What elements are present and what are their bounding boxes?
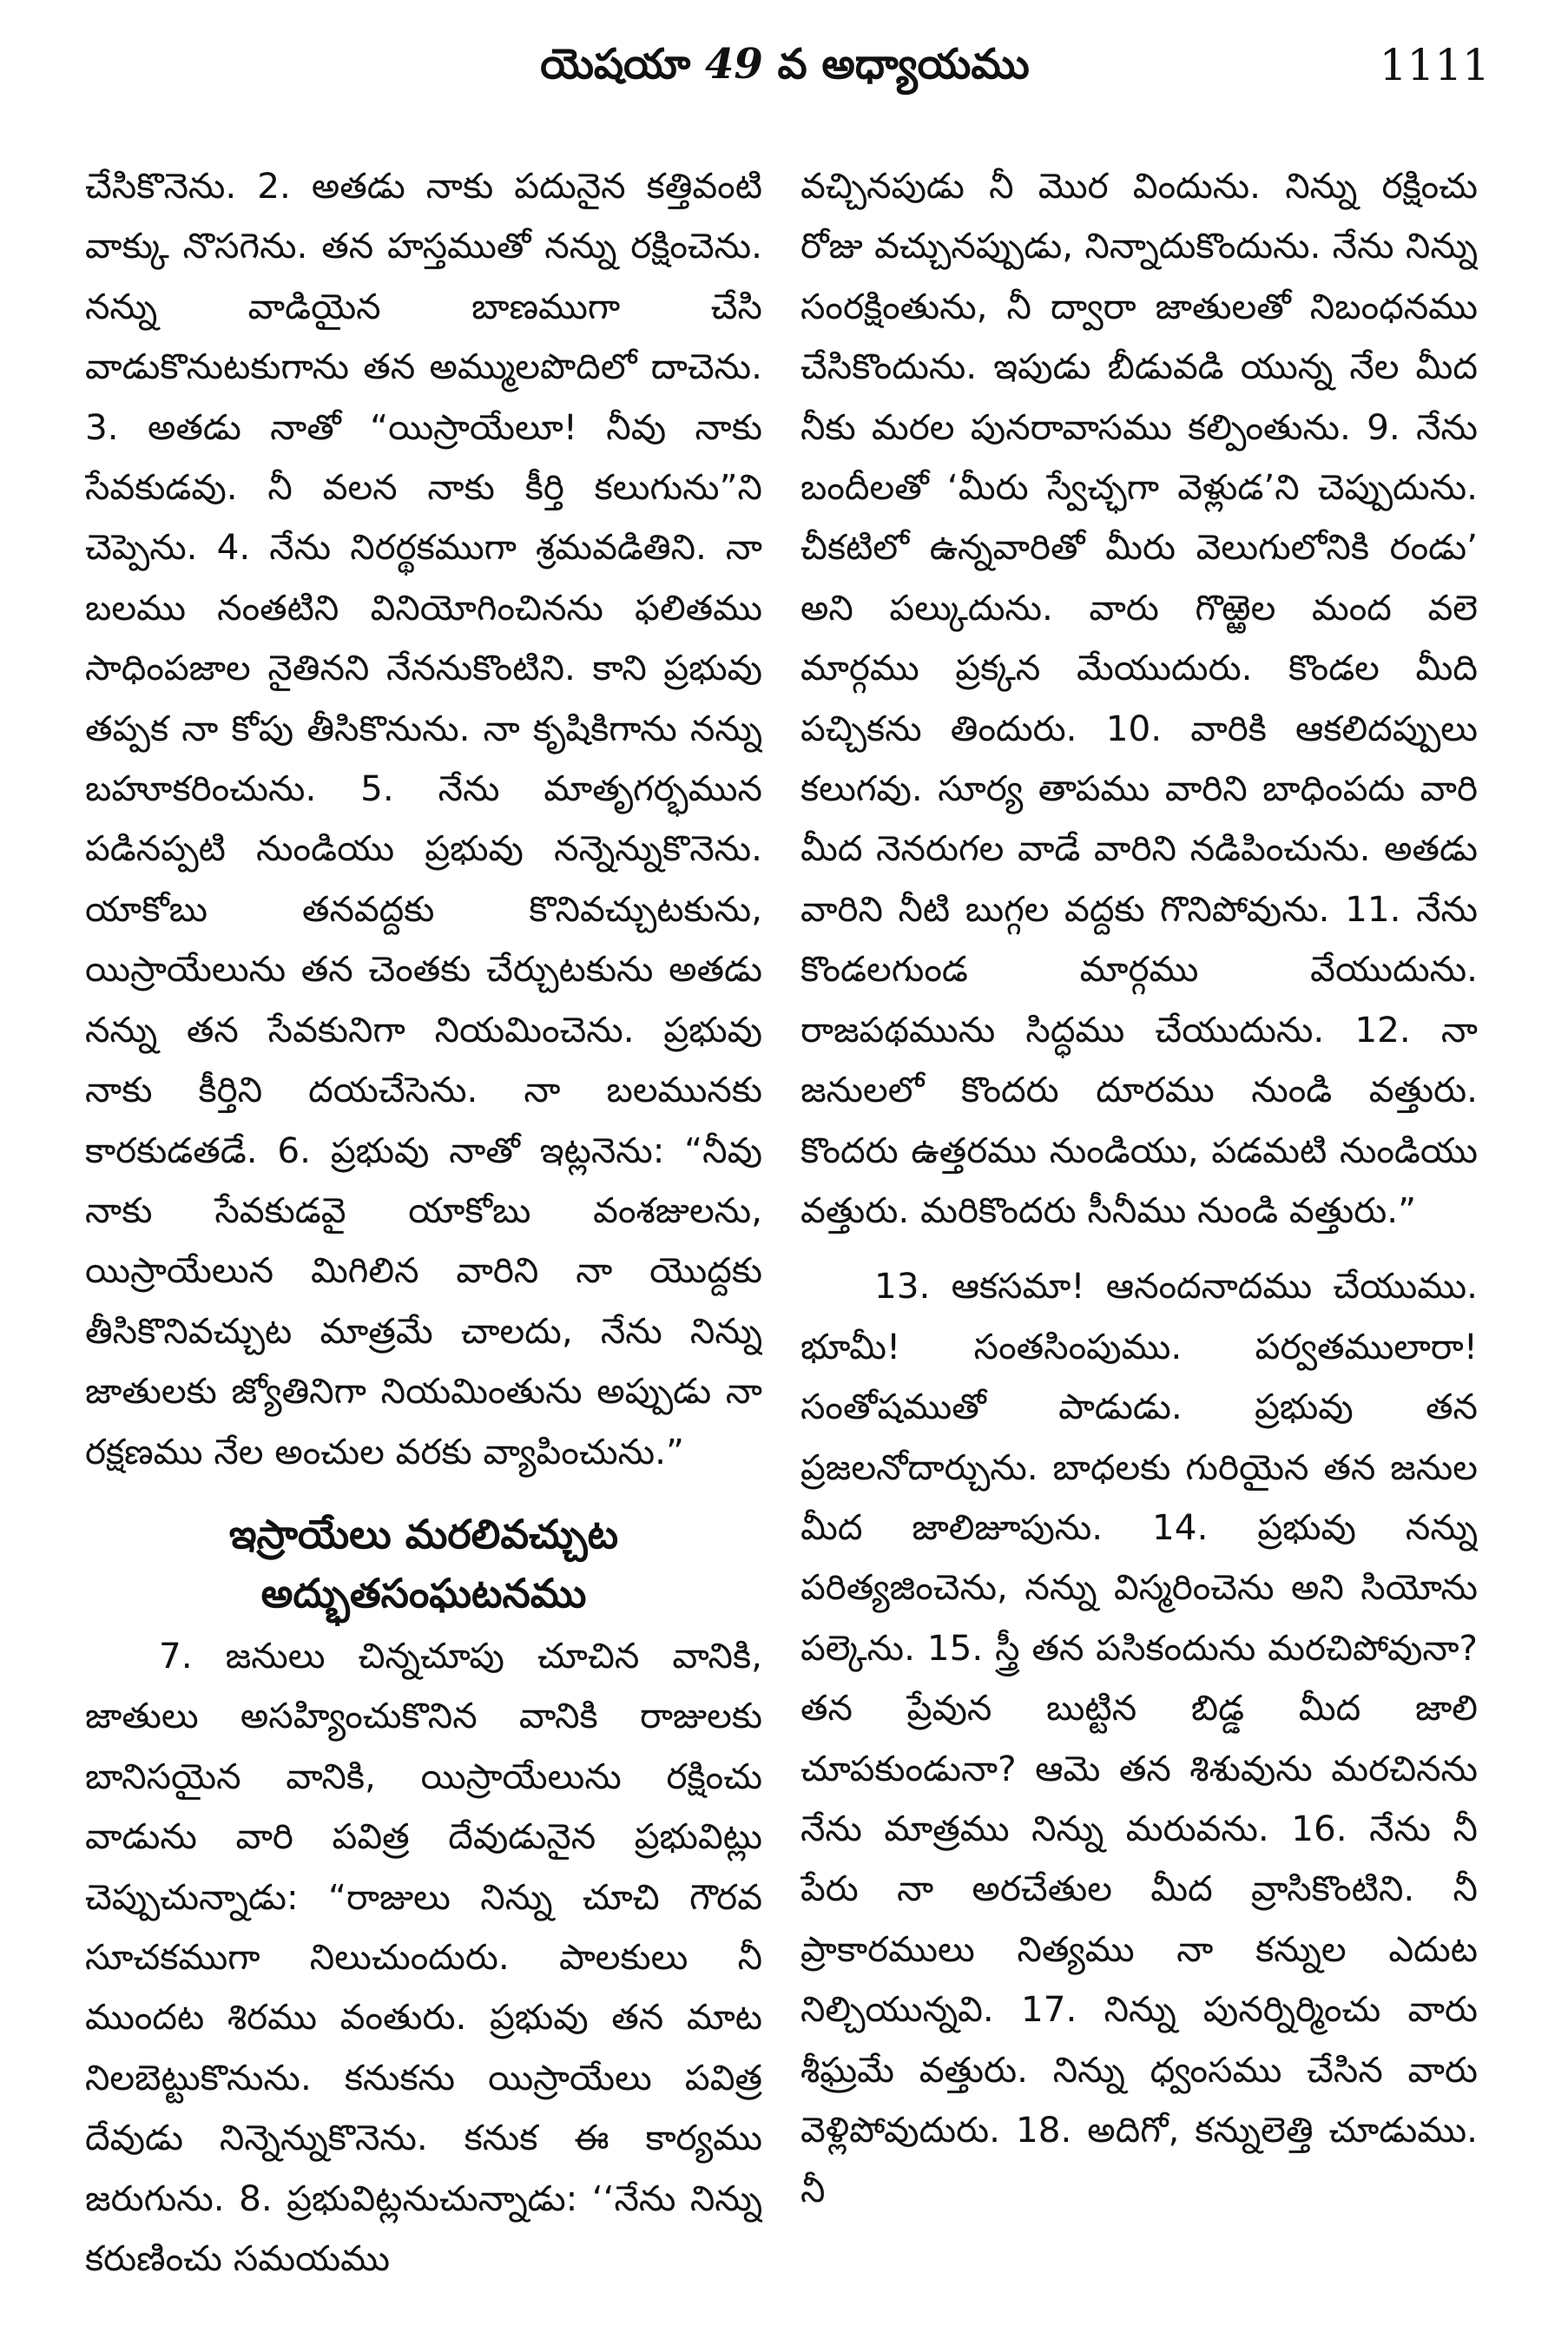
- left-paragraph-verses-7-8: 7. జనులు చిన్నచూపు చూచిన వానికి, జాతులు అసహ్యించుకొనిన వానికి రాజులకు బానిసయైన వానికి, యిస్రాయేలును రక్షించు వాడును వారి పవిత్ర దేవుడునైన ప్రభువిట్లు చెప్పుచున్నాడు: “రాజులు నిన్ను చూచి గౌరవ సూచకముగా నిలుచుందురు. పాలకులు నీ ముందట శిరము వంతురు. ప్రభువు తన మాట నిలబెట్టుకొనును. కనుకను యిస్రాయేలు పవిత్ర దేవుడు నిన్నెన్నుకొనెను. కనుక ఈ కార్యము జరుగును. 8. ప్రభువిట్లనుచున్నాడు: ‘‘నేను నిన్ను కరుణించు సమయము: [85, 1634, 762, 2279]
- chapter-suffix: వ అధ్యాయము: [777, 40, 1030, 89]
- running-title: [540, 40, 1030, 99]
- right-column: [800, 156, 1478, 2309]
- left-column: [85, 156, 762, 2309]
- page-header: [80, 35, 1490, 104]
- right-paragraph-verses-8-12: వచ్చినపుడు నీ మొర విందును. నిన్ను రక్షించు రోజు వచ్చునప్పుడు, నిన్నాదుకొందును. నేను నిన్ను సంరక్షింతును, నీ ద్వారా జాతులతో నిబంధనము చేసికొందును. ఇపుడు బీడువడి యున్న నేల మీద నీకు మరల పునరావాసము కల్పింతును. 9. నేను బందీలతో ‘మీరు స్వేచ్ఛగా వెళ్లుడ’ని చెప్పుదును. చీకటిలో ఉన్నవారితో మీరు వెలుగులోనికి రండు’ అని పల్కుదును. వారు గొఱ్ఱెల మంద వలె మార్గము ప్రక్కన మేయుదురు. కొండల మీది పచ్చికను తిందురు. 10. వారికి ఆకలిదప్పులు కలుగవు. సూర్య తాపము వారిని బాధింపదు వారి మీద నెనరుగల వాడే వారిని నడిపించును. అతడు వారిని నీటి బుగ్గల వద్దకు గొనిపోవును. 11. నేను కొండలగుండ మార్గము వేయుదును. రాజపథమును సిద్ధము చేయుదును. 12. నా జనులలో కొందరు దూరము నుండి వత్తురు. కొందరు ఉత్తరము నుండియు, పడమటి నుండియు వత్తురు. మరికొందరు సీనీము నుండి వత్తురు.”: [800, 165, 1478, 1231]
- book-name: యెషయా: [540, 40, 691, 89]
- right-paragraph-verses-13-18: 13. ఆకసమా! ఆనందనాదము చేయుము. భూమీ! సంతసింపుము. పర్వతములారా! సంతోషముతో పాడుడు. ప్రభువు తన ప్రజలనోదార్చును. బాధలకు గురియైన తన జనుల మీద జాలిజూపును. 14. ప్రభువు నన్ను పరిత్యజించెను, నన్ను విస్మరించెను అని సియోను పల్కెను. 15. స్త్రీ తన పసికందును మరచిపోవునా? తన ప్రేవున బుట్టిన బిడ్డ మీద జాలి చూపకుండునా? ఆమె తన శిశువును మరచినను నేను మాత్రము నిన్ను మరువను. 16. నేను నీ పేరు నా అరచేతుల మీద వ్రాసికొంటిని. నీ ప్రాకారములు నిత్యము నా కన్నుల ఎదుట నిల్చియున్నవి. 17. నిన్ను పునర్నిర్మించు వారు శీఘ్రమే వత్తురు. నిన్ను ధ్వంసము చేసిన వారు వెళ్లిపోవుదురు. 18. అదిగో, కన్నులెత్తి చూడుము. నీ: [800, 1265, 1478, 2211]
- chapter-number: 49: [705, 40, 763, 89]
- page-number: 1111: [1379, 40, 1490, 90]
- section-heading-line1: ఇస్రాయేలు మరలివచ్చుట: [228, 1510, 619, 1558]
- section-heading-line2: అద్భుతసంఘటనము: [260, 1569, 587, 1617]
- left-paragraph-verses-1-6: చేసికొనెను. 2. అతడు నాకు పదునైన కత్తివంటి వాక్కు నొసగెను. తన హస్తముతో నన్ను రక్షించెను. నన్ను వాడియైన బాణముగా చేసి వాడుకొనుటకుగాను తన అమ్ములపొదిలో దాచెను. 3. అతడు నాతో “యిస్రాయేలూ! నీవు నాకు సేవకుడవు. నీ వలన నాకు కీర్తి కలుగును”ని చెప్పెను. 4. నేను నిరర్థకముగా శ్రమవడితిని. నా బలము నంతటిని వినియోగించినను ఫలితము సాధింపజాల నైతినని నేననుకొంటిని. కాని ప్రభువు తప్పక నా కోపు తీసికొనును. నా కృషికిగాను నన్ను బహూకరించును. 5. నేను మాతృగర్భమున పడినప్పటి నుండియు ప్రభువు నన్నెన్నుకొనెను. యాకోబు తనవద్దకు కొనివచ్చుటకును, యిస్రాయేలును తన చెంతకు చేర్చుటకును అతడు నన్ను తన సేవకునిగా నియమించెను. ప్రభువు నాకు కీర్తిని దయచేసెను. నా బలమునకు కారకుడతడే. 6. ప్రభువు నాతో ఇట్లనెను: “నీవు నాకు సేవకుడవై యాకోబు వంశజులను, యిస్రాయేలున మిగిలిన వారిని నా యొద్దకు తీసికొనివచ్చుట మాత్రమే చాలదు, నేను నిన్ను జాతులకు జ్యోతినిగా నియమింతును అప్పుడు నా రక్షణము నేల అంచుల వరకు వ్యాపించును.”: [85, 165, 762, 1472]
- section-heading: [85, 1505, 762, 1623]
